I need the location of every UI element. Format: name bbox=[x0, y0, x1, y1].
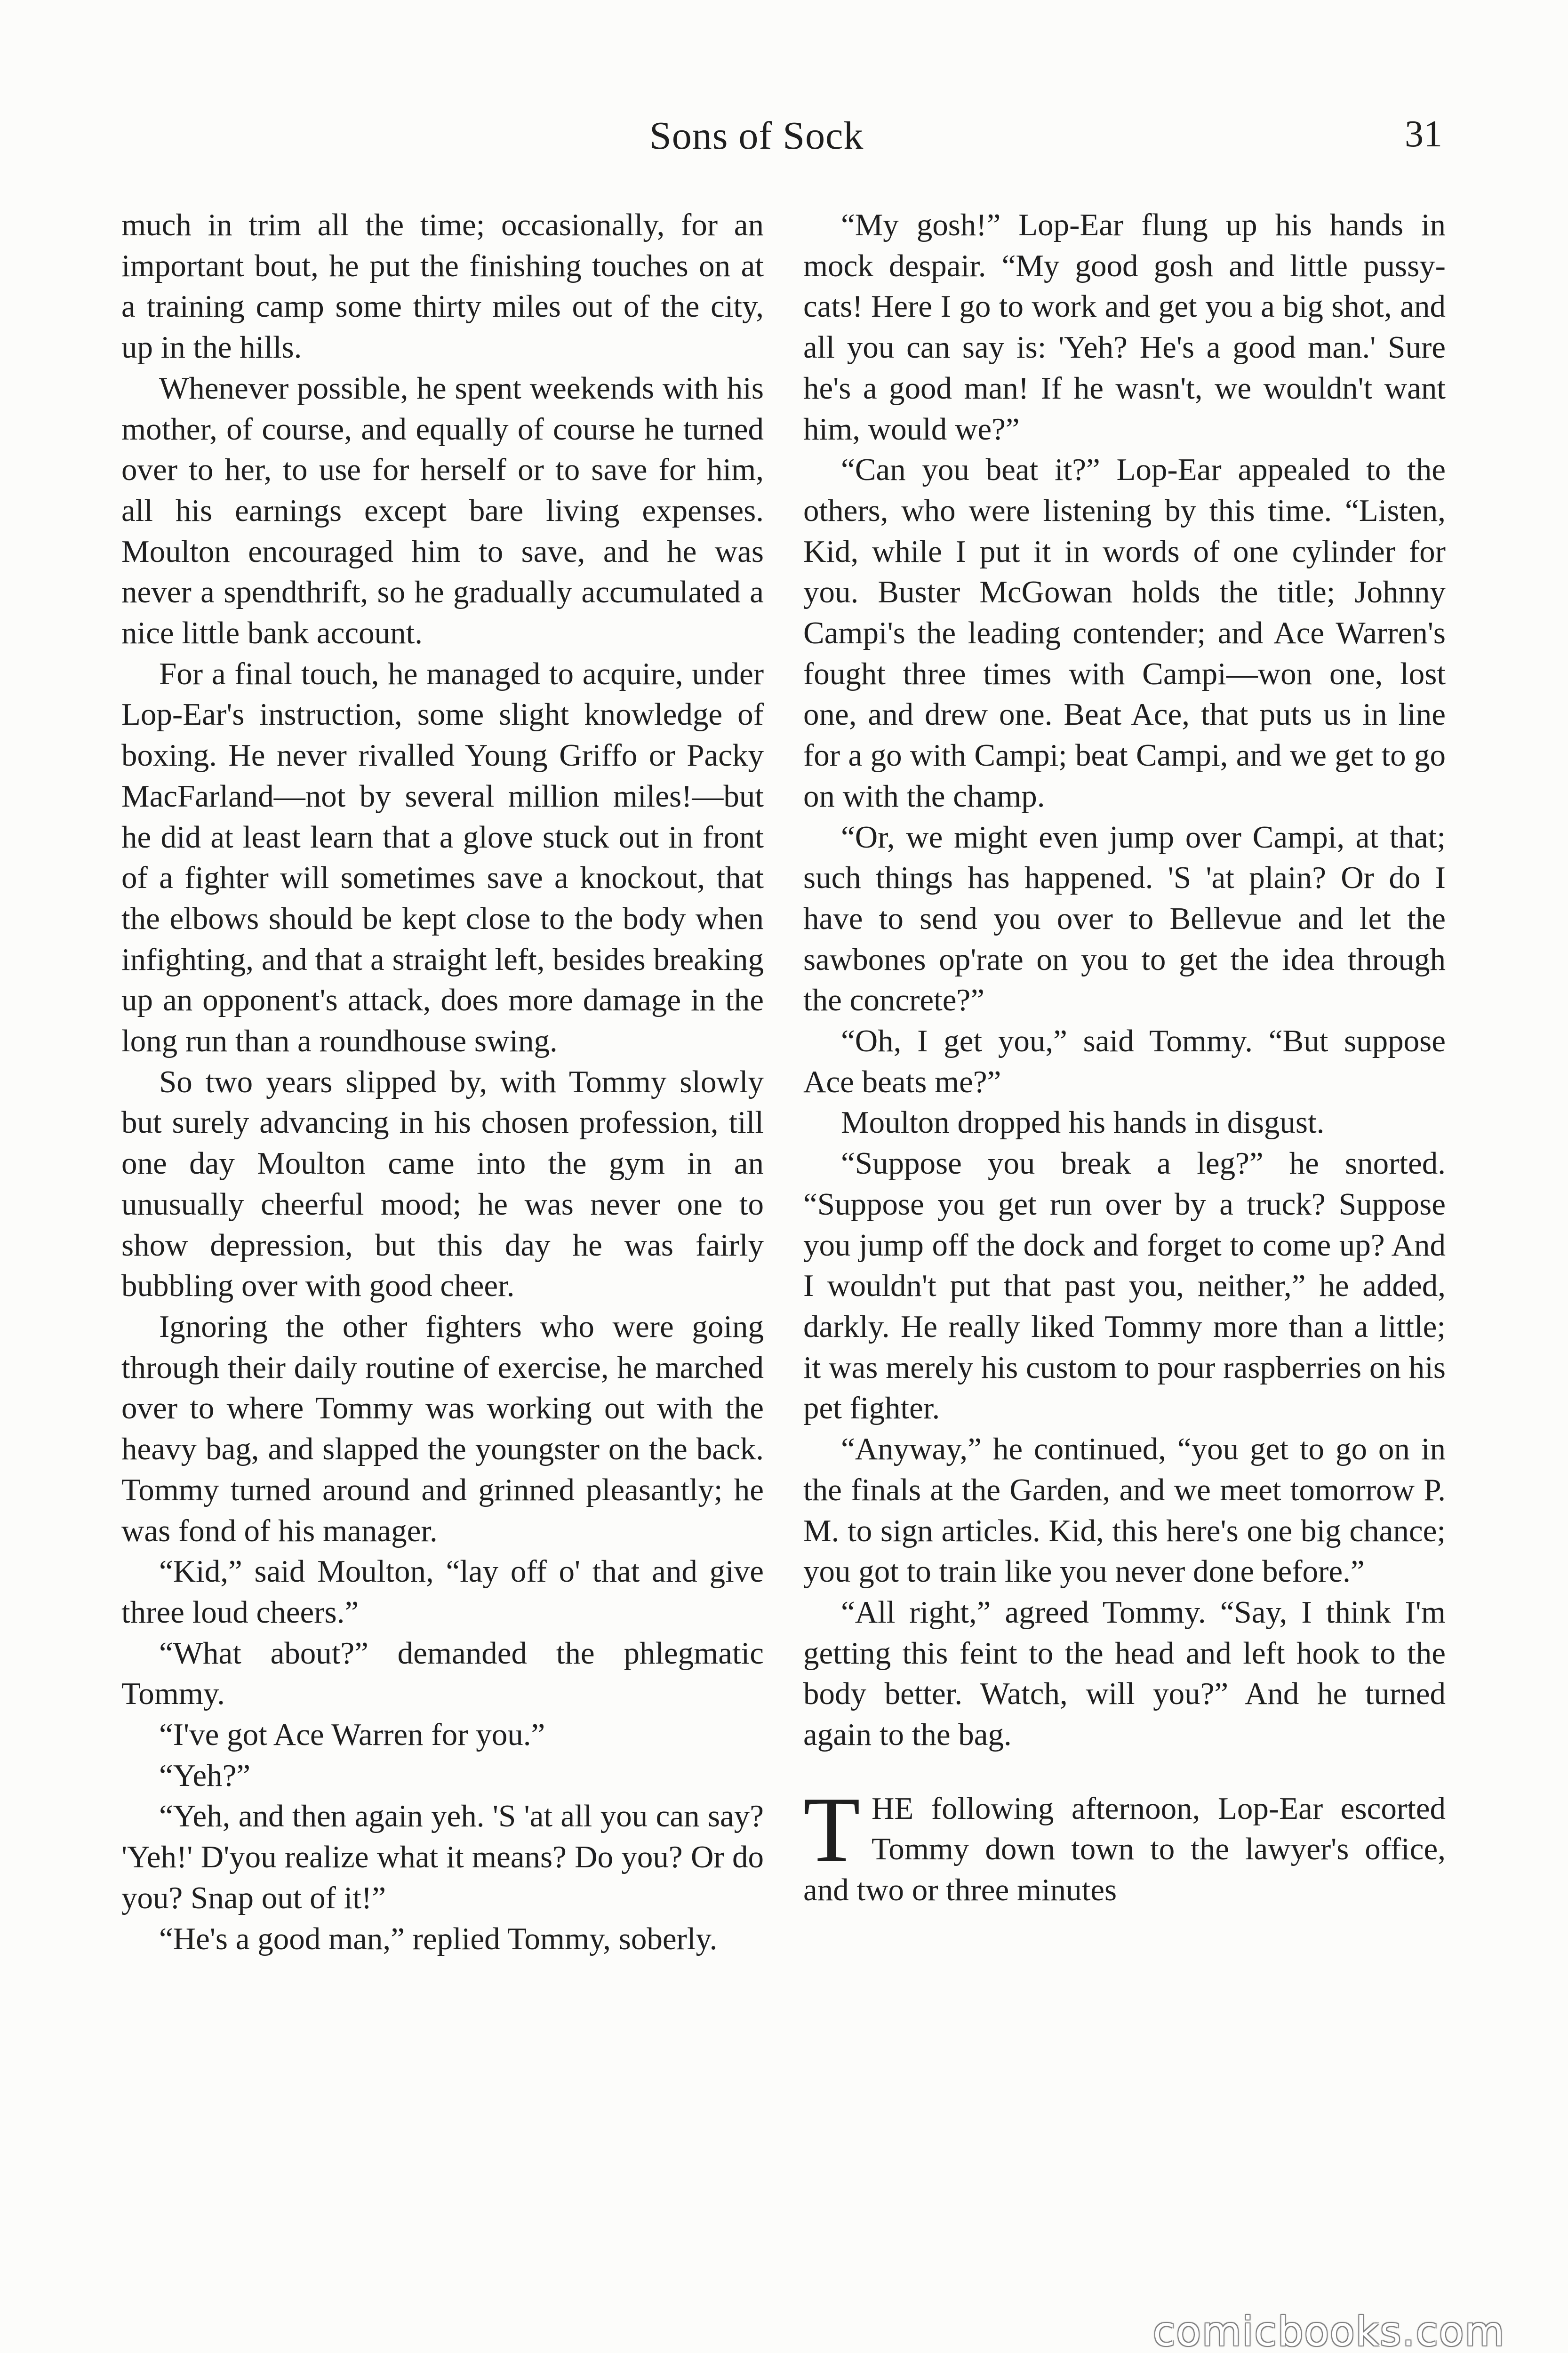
paragraph: “All right,” agreed Tommy. “Say, I think I'm getting this feint to the head and left hook to the body better. Watch, will you?” And he turned again to the bag. bbox=[803, 1594, 1446, 1753]
paragraph: “Kid,” said Moulton, “lay off o' that and give three loud cheers.” bbox=[121, 1554, 764, 1630]
paragraph: “My gosh!” Lop-Ear flung up his hands in mock despair. “My good gosh and little pussy-cats! Here I go to work and get you a big shot, and all you can say is: 'Yeh? He's a good man.' Sure he's a good man! If he wasn't, we wouldn't want him, would we?” bbox=[803, 208, 1446, 447]
paragraph: “He's a good man,” replied Tommy, soberly. bbox=[159, 1921, 718, 1956]
page-header bbox=[0, 113, 1568, 165]
running-title: Sons of Sock bbox=[649, 114, 864, 158]
paragraph: much in trim all the time; occasionally, for an important bout, he put the finishing touches on at a training camp some thirty miles out of the city, up in the hills. bbox=[121, 208, 764, 365]
paragraph: “Suppose you break a leg?” he snorted. “Suppose you get run over by a truck? Suppose you jump off the dock and forget to come up? And I wouldn't put that past you, neither,” he added, darkly. He really liked Tommy more than a little; it was merely his custom to pour raspberries on his pet fighter. bbox=[803, 1146, 1446, 1426]
paragraph: For a final touch, he managed to acquire, under Lop-Ear's instruction, some slight knowledge of boxing. He never rivalled Young Griffo or Packy MacFarland—not by several million miles!—but he did at least learn that a glove stuck out in front of a fighter will sometimes save a knockout, that the elbows should be kept close to the body when infighting, and that a straight left, besides breaking up an opponent's attack, does more damage in the long run than a roundhouse swing. bbox=[121, 656, 764, 1059]
paragraph: Ignoring the other fighters who were going through their daily routine of exercise, he marched over to where Tommy was working out with the heavy bag, and slapped the youngster on the back. Tommy turned around and grinned pleasantly; he was fond of his manager. bbox=[121, 1309, 764, 1548]
section-opening-text: following afternoon, Lop-Ear escorted Tommy down town to the lawyer's office, and two or three minutes bbox=[803, 1791, 1446, 1908]
paragraph: “I've got Ace Warren for you.” bbox=[159, 1717, 545, 1753]
paragraph: Moulton dropped his hands in disgust. bbox=[841, 1105, 1325, 1140]
paragraph: So two years slipped by, with Tommy slowly but surely advancing in his chosen profession, till one day Moulton came into the gym in an unusually cheerful mood; he was never one to show depression, but this day he was fairly bubbling over with good cheer. bbox=[121, 1064, 764, 1304]
drop-cap: T bbox=[803, 1777, 860, 1881]
paragraph: “Yeh?” bbox=[159, 1758, 251, 1793]
paragraph: “Or, we might even jump over Campi, at that; such things has happened. 'S 'at plain? Or do I have to send you over to Bellevue and let the sawbones op'rate on you to get the idea through the concrete?” bbox=[803, 819, 1446, 1018]
section-opening-paragraph bbox=[803, 1777, 1446, 1911]
paragraph: “What about?” demanded the phlegmatic Tommy. bbox=[121, 1635, 764, 1712]
paragraph: “Anyway,” he continued, “you get to go on in the finals at the Garden, and we meet tomorrow P. M. to sign articles. Kid, this here's one big chance; you got to train like you never done before.” bbox=[803, 1432, 1446, 1589]
page-number: 31 bbox=[1405, 113, 1442, 155]
paragraph: “Yeh, and then again yeh. 'S 'at all you can say? 'Yeh!' D'you realize what it means? Do you? Or do you? Snap out of it!” bbox=[121, 1799, 764, 1915]
paragraph: “Can you beat it?” Lop-Ear appealed to the others, who were listening by this time. “Listen, Kid, while I put it in words of one cylinder for you. Buster McGowan holds the title; Johnny Campi's the leading contender; and Ace Warren's fought three times with Campi—won one, lost one, and drew one. Beat Ace, that puts us in line for a go with Campi; beat Campi, and we get to go on with the champ. bbox=[803, 452, 1446, 814]
paragraph: “Oh, I get you,” said Tommy. “But suppose Ace beats me?” bbox=[803, 1024, 1446, 1099]
watermark-logo: comicbooks.com bbox=[1153, 2308, 1505, 2353]
left-column bbox=[121, 205, 764, 1959]
right-column bbox=[803, 205, 1446, 1911]
small-caps-lead: HE bbox=[871, 1791, 914, 1826]
paragraph: Whenever possible, he spent weekends with his mother, of course, and equally of course he turned over to her, to use for herself or to save for him, all his earnings except bare living expenses. Moulton encouraged him to save, and he was never a spendthrift, so he gradually accumulated a nice little bank account. bbox=[121, 370, 764, 651]
